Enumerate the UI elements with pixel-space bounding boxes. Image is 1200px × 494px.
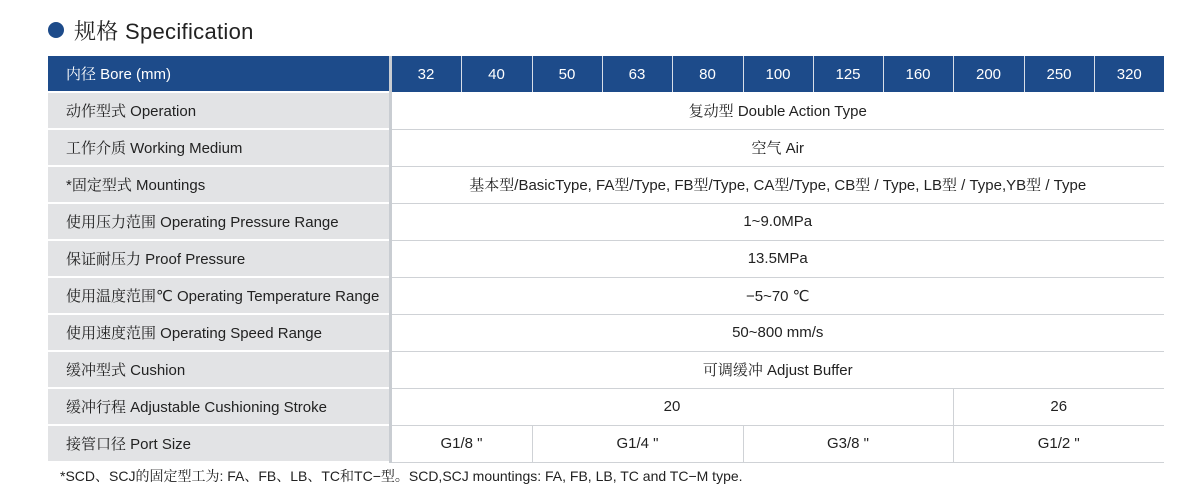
row-label-proof: 保证耐压力 Proof Pressure [48, 240, 390, 277]
row-value-stroke-large: 26 [953, 388, 1164, 425]
table-row [48, 314, 1164, 351]
row-label-temperature: 使用温度范围℃ Operating Temperature Range [48, 277, 390, 314]
bore-value: 40 [461, 56, 532, 92]
row-value-port: G1/4 " [532, 425, 743, 462]
bore-value: 200 [953, 56, 1024, 92]
row-label-port: 接管口径 Port Size [48, 425, 390, 462]
row-value-port: G3/8 " [743, 425, 953, 462]
row-label-stroke: 缓冲行程 Adjustable Cushioning Stroke [48, 388, 390, 425]
header-row [48, 56, 1164, 92]
row-label-mountings: *固定型式 Mountings [48, 166, 390, 203]
bullet-dot-icon [48, 22, 64, 38]
row-value-proof: 13.5MPa [390, 240, 1164, 277]
specification-table [48, 56, 1164, 463]
bore-value: 320 [1094, 56, 1164, 92]
bore-value: 160 [883, 56, 953, 92]
row-label-pressure: 使用压力范围 Operating Pressure Range [48, 203, 390, 240]
footnote: *SCD、SCJ的固定型工为: FA、FB、LB、TC和TC−型。SCD,SCJ mountings: FA, FB, LB, TC and TC−M type. [60, 468, 743, 484]
row-value-port: G1/2 " [953, 425, 1164, 462]
bore-value: 80 [672, 56, 743, 92]
table-row [48, 166, 1164, 203]
table-row [48, 240, 1164, 277]
bore-value: 125 [813, 56, 883, 92]
row-value-port: G1/8 " [390, 425, 532, 462]
section-title-text: 规格 Specification [74, 18, 254, 44]
row-value-mountings: 基本型/BasicType, FA型/Type, FB型/Type, CA型/Type, CB型 / Type, LB型 / Type,YB型 / Type [390, 166, 1164, 203]
row-value-operation: 复动型 Double Action Type [390, 92, 1164, 129]
section-title [48, 14, 254, 46]
table-row [48, 129, 1164, 166]
row-label-operation: 动作型式 Operation [48, 92, 390, 129]
bore-value: 63 [602, 56, 672, 92]
table-row [48, 388, 1164, 425]
table-row [48, 92, 1164, 129]
table-row [48, 203, 1164, 240]
row-value-speed: 50~800 mm/s [390, 314, 1164, 351]
bore-value: 50 [532, 56, 602, 92]
row-label-speed: 使用速度范围 Operating Speed Range [48, 314, 390, 351]
bore-value: 100 [743, 56, 813, 92]
row-value-medium: 空气 Air [390, 129, 1164, 166]
row-label-medium: 工作介质 Working Medium [48, 129, 390, 166]
bore-value: 250 [1024, 56, 1094, 92]
table-row [48, 277, 1164, 314]
table-row [48, 425, 1164, 462]
row-value-temperature: −5~70 ℃ [390, 277, 1164, 314]
row-value-cushion: 可调缓冲 Adjust Buffer [390, 351, 1164, 388]
row-value-stroke-small: 20 [390, 388, 953, 425]
bore-value: 32 [390, 56, 461, 92]
row-label-cushion: 缓冲型式 Cushion [48, 351, 390, 388]
bore-label: 内径 Bore (mm) [48, 56, 390, 92]
table-row [48, 351, 1164, 388]
row-value-pressure: 1~9.0MPa [390, 203, 1164, 240]
